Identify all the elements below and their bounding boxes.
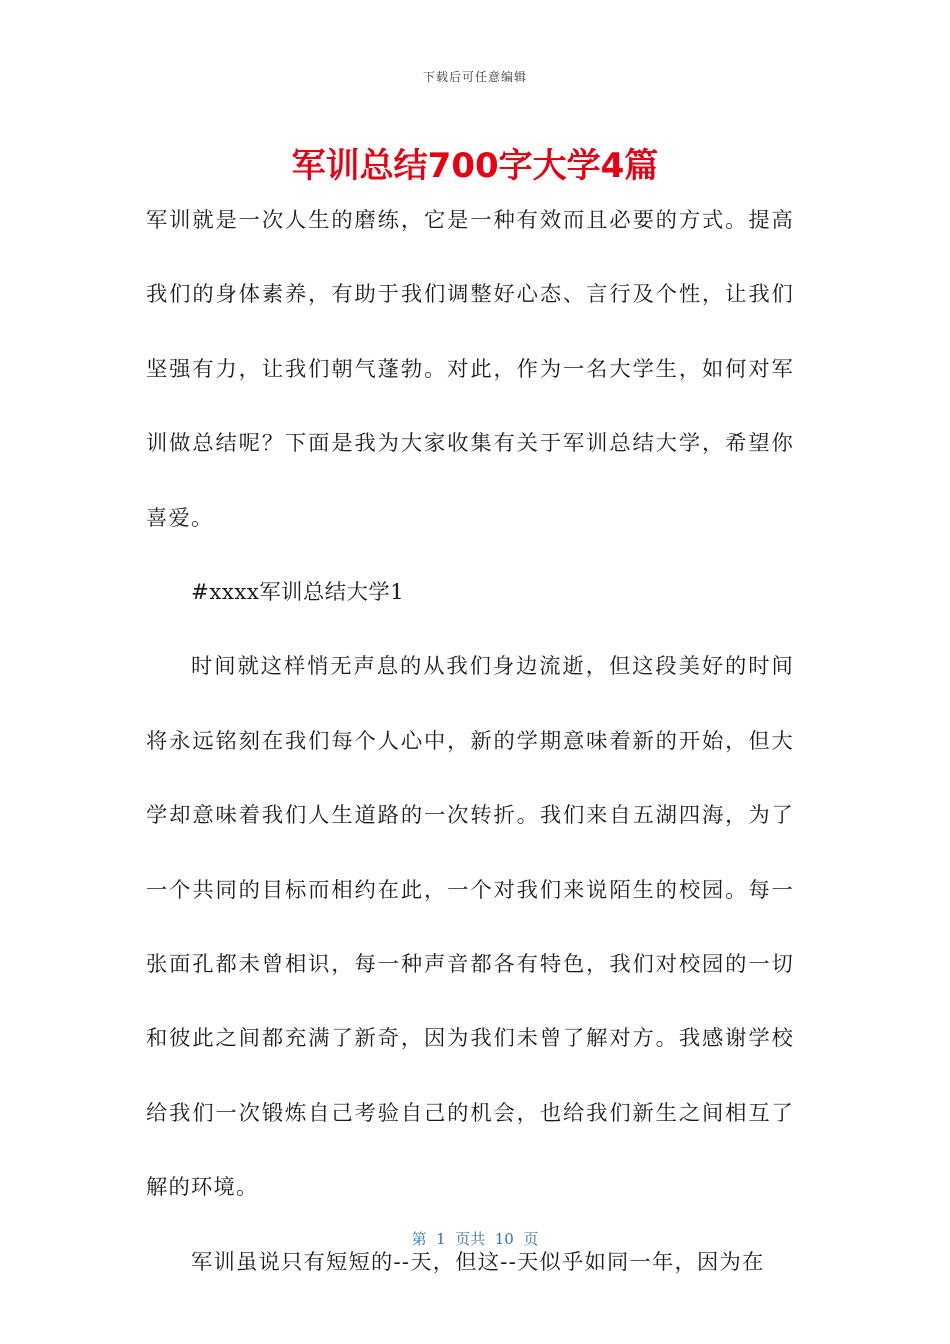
document-title: 军训总结700字大学4篇 (291, 146, 659, 186)
page-number-footer: 第 1 页共 10 页 (411, 1230, 539, 1248)
section-heading: #xxxx军训总结大学1 (191, 580, 405, 606)
header-note: 下载后可任意编辑 (422, 70, 527, 84)
body-paragraph: 军训虽说只有短短的--天，但这--天似乎如同一年，因为在 (191, 1249, 765, 1275)
body-paragraph: 时间就这样悄无声息的从我们身边流逝，但这段美好的时间将永远铭刻在我们每个人心中，新的学期意味着新的开始，但大学却意味着我们人生道路的一次转折。我们来自五湖四海，为了一个共同的目标而相约在此，一个对我们来说陌生的校园。每一张面孔都未曾相识，每一种声音都各有特色，我们对校园的一切和彼此之间都充满了新奇，因为我们未曾了解对方。我感谢学校给我们一次锻炼自己考验自己的机会，也给我们新生之间相互了解的环境。 (146, 654, 794, 1201)
document-body (146, 184, 794, 1300)
intro-paragraph: 军训就是一次人生的磨练，它是一种有效而且必要的方式。提高我们的身体素养，有助于我们调整好心态、言行及个性，让我们坚强有力，让我们朝气蓬勃。对此，作为一名大学生，如何对军训做总结呢？下面是我为大家收集有关于军训总结大学，希望你喜爱。 (146, 208, 794, 531)
